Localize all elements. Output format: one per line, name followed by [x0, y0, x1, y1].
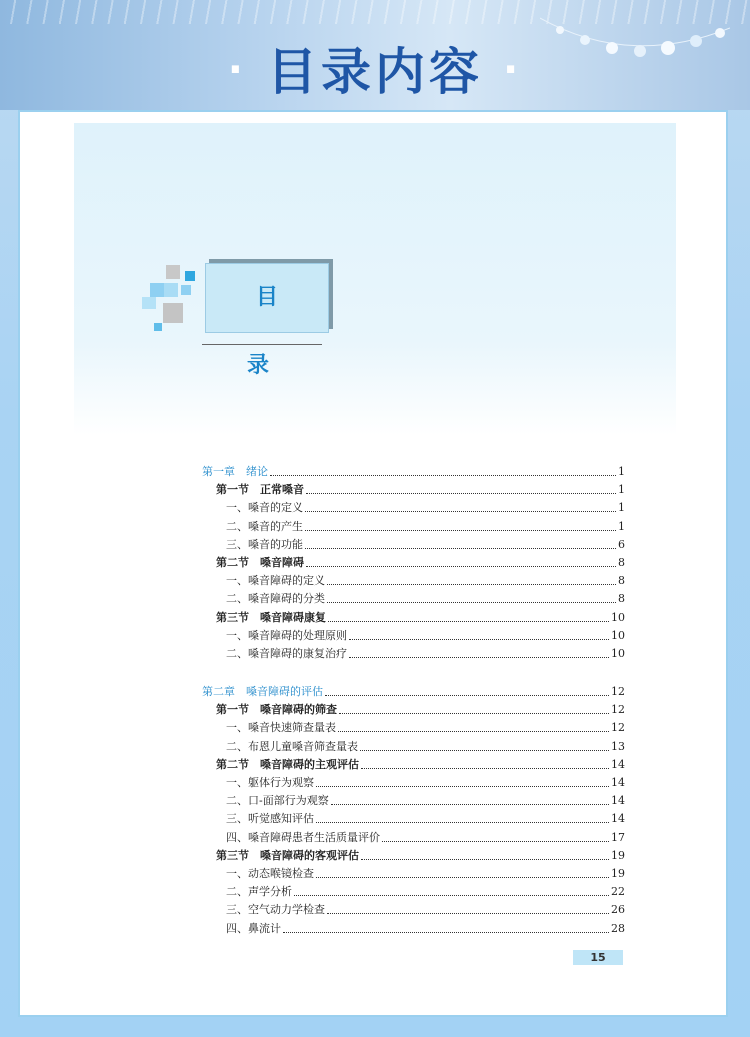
toc-entry-section[interactable] — [202, 481, 625, 499]
toc-entry-item[interactable] — [202, 536, 625, 554]
dot-leader — [338, 730, 609, 732]
dot-leader — [349, 638, 609, 640]
table-of-contents — [74, 123, 676, 975]
toc-entry-title: 第二章 嗓音障碍的评估 — [202, 685, 323, 698]
page-banner-title — [0, 32, 750, 104]
book-page — [74, 123, 676, 975]
page-number: 15 — [573, 950, 623, 965]
dot-leader — [327, 912, 609, 914]
toc-entry-section[interactable] — [202, 554, 625, 572]
toc-entry-page: 10 — [611, 647, 625, 660]
dot-leader — [361, 858, 609, 860]
banner-title-text: 目录内容 — [267, 43, 483, 101]
toc-entry-title: 一、嗓音快速筛查量表 — [226, 721, 336, 735]
toc-entry-page: 6 — [618, 537, 625, 551]
toc-entry-page: 1 — [618, 519, 625, 533]
toc-entry-page: 19 — [611, 848, 625, 862]
dot-leader — [306, 492, 616, 494]
toc-entry-title: 一、嗓音障碍的处理原则 — [226, 628, 347, 642]
dot-leader — [328, 620, 609, 622]
toc-entry-page: 12 — [611, 703, 625, 717]
toc-entry-title: 二、嗓音的产生 — [226, 519, 303, 533]
dot-leader — [305, 529, 616, 531]
toc-entry-section[interactable] — [202, 756, 625, 774]
dot-leader — [325, 694, 609, 696]
toc-entry-item[interactable] — [202, 901, 625, 919]
dot-leader — [382, 840, 609, 842]
toc-entry-page: 28 — [611, 921, 625, 935]
toc-entry-item[interactable] — [202, 590, 625, 608]
toc-entry-item[interactable] — [202, 829, 625, 847]
toc-entry-title: 四、嗓音障碍患者生活质量评价 — [226, 830, 380, 844]
toc-entry-item[interactable] — [202, 518, 625, 536]
dot-leader — [316, 785, 609, 787]
dot-leader — [294, 894, 609, 896]
toc-entry-item[interactable] — [202, 810, 625, 828]
toc-entry-page: 1 — [618, 483, 625, 497]
dot-leader — [327, 583, 616, 585]
toc-entry-title: 三、空气动力学检查 — [226, 903, 325, 917]
dot-leader — [316, 876, 609, 878]
toc-entry-page: 10 — [611, 628, 625, 642]
toc-entry-page: 10 — [611, 610, 625, 624]
toc-entry-page: 17 — [611, 830, 625, 844]
dot-leader — [316, 821, 609, 823]
toc-entry-section[interactable] — [202, 847, 625, 865]
dot-leader — [360, 749, 609, 751]
toc-entry-item[interactable] — [202, 792, 625, 810]
title-dot-left: · — [227, 47, 247, 93]
toc-entry-page: 1 — [618, 465, 625, 478]
toc-entry-title: 一、嗓音障碍的定义 — [226, 574, 325, 588]
toc-entry-item[interactable] — [202, 865, 625, 883]
toc-entry-title: 第一章 绪论 — [202, 465, 268, 478]
toc-entry-page: 14 — [611, 776, 625, 789]
toc-entry-title: 第一节 正常嗓音 — [216, 483, 304, 497]
toc-entry-page: 22 — [611, 885, 625, 899]
contents-heading: 目 录 — [246, 285, 296, 378]
toc-entry-item[interactable] — [202, 883, 625, 901]
dot-leader — [283, 931, 609, 933]
toc-entry-item[interactable] — [202, 572, 625, 590]
toc-entry-chapter[interactable] — [202, 683, 625, 701]
toc-entry-item[interactable] — [202, 499, 625, 517]
toc-entry-title: 三、嗓音的功能 — [226, 537, 303, 551]
toc-entry-title: 第二节 嗓音障碍的主观评估 — [216, 757, 359, 771]
toc-entry-title: 四、鼻流计 — [226, 921, 281, 935]
dot-leader — [270, 474, 616, 476]
toc-entry-title: 一、嗓音的定义 — [226, 501, 303, 515]
toc-entry-title: 第三节 嗓音障碍康复 — [216, 610, 326, 624]
toc-entry-chapter[interactable] — [202, 463, 625, 481]
toc-entry-page: 8 — [618, 574, 625, 588]
toc-entry-item[interactable] — [202, 920, 625, 938]
toc-entry-page: 14 — [611, 794, 625, 808]
toc-entry-title: 一、动态喉镜检查 — [226, 867, 314, 880]
dot-leader — [331, 803, 609, 805]
toc-entry-title: 三、听觉感知评估 — [226, 812, 314, 826]
dot-leader — [327, 601, 616, 603]
toc-entry-item[interactable] — [202, 774, 625, 792]
toc-entry-title: 一、躯体行为观察 — [226, 776, 314, 789]
toc-entry-title: 二、嗓音障碍的分类 — [226, 592, 325, 606]
toc-entry-title: 第一节 嗓音障碍的筛查 — [216, 703, 337, 717]
toc-entry-page: 19 — [611, 867, 625, 880]
dot-leader — [305, 510, 616, 512]
toc-entry-title: 二、嗓音障碍的康复治疗 — [226, 647, 347, 660]
toc-entry-page: 1 — [618, 501, 625, 515]
toc-entry-page: 8 — [618, 556, 625, 569]
toc-entry-title: 二、口-面部行为观察 — [226, 794, 329, 808]
toc-entry-page: 12 — [611, 721, 625, 735]
toc-entry-title: 二、声学分析 — [226, 885, 292, 899]
toc-entry-item[interactable] — [202, 645, 625, 663]
toc-entry-item[interactable] — [202, 719, 625, 737]
toc-entry-page: 26 — [611, 903, 625, 917]
title-dot-right: · — [503, 47, 523, 93]
toc-entry-page: 13 — [611, 739, 625, 753]
toc-entry-item[interactable] — [202, 627, 625, 645]
toc-entry-title: 第三节 嗓音障碍的客观评估 — [216, 848, 359, 862]
toc-entry-section[interactable] — [202, 609, 625, 627]
toc-entry-page: 12 — [611, 685, 625, 698]
dot-leader — [306, 565, 616, 567]
dot-leader — [339, 712, 609, 714]
dot-leader — [361, 767, 609, 769]
toc-entry-item[interactable] — [202, 738, 625, 756]
toc-entry-page: 8 — [618, 592, 625, 606]
toc-entry-page: 14 — [611, 812, 625, 826]
toc-entry-title: 第二节 嗓音障碍 — [216, 556, 304, 569]
toc-entry-title: 二、布恩儿童嗓音筛查量表 — [226, 739, 358, 753]
toc-entry-section[interactable] — [202, 701, 625, 719]
dot-leader — [349, 656, 609, 658]
dot-leader — [305, 547, 616, 549]
toc-entry-page: 14 — [611, 757, 625, 771]
